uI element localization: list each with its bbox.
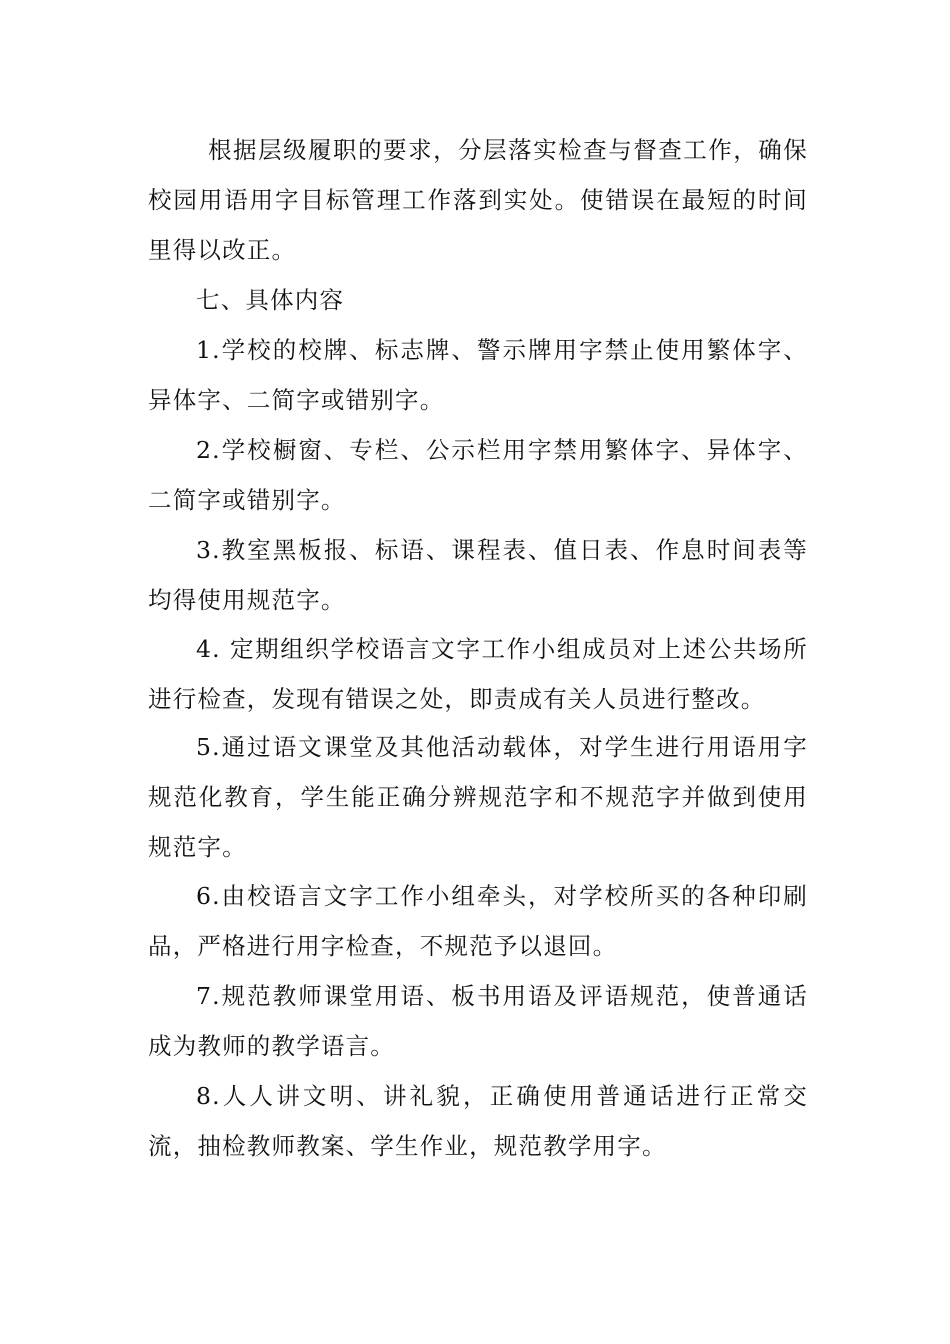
list-item-6: 6.由校语言文字工作小组牵头，对学校所买的各种印刷品，严格进行用字检查，不规范予以退回。	[148, 882, 808, 960]
list-item-7: 7.规范教师课堂用语、板书用语及评语规范，使普通话成为教师的教学语言。	[148, 982, 808, 1060]
list-item-5: 5.通过语文课堂及其他活动载体，对学生进行用语用字规范化教育，学生能正确分辨规范字和不规范字并做到使用规范字。	[148, 733, 808, 861]
list-item-2: 2.学校橱窗、专栏、公示栏用字禁用繁体字、异体字、二简字或错别字。	[148, 436, 808, 514]
list-item-8: 8.人人讲文明、讲礼貌，正确使用普通话进行正常交流，抽检教师教案、学生作业，规范教学用字。	[148, 1082, 808, 1160]
list-item-4: 4. 定期组织学校语言文字工作小组成员对上述公共场所进行检查，发现有错误之处，即责成有关人员进行整改。	[148, 635, 808, 713]
intro-paragraph: 根据层级履职的要求，分层落实检查与督查工作，确保校园用语用字目标管理工作落到实处。使错误在最短的时间里得以改正。	[148, 136, 808, 264]
list-item-3: 3.教室黑板报、标语、课程表、值日表、作息时间表等均得使用规范字。	[148, 536, 808, 614]
list-item-1: 1.学校的校牌、标志牌、警示牌用字禁止使用繁体字、异体字、二简字或错别字。	[148, 336, 808, 414]
section-heading: 七、具体内容	[196, 286, 345, 314]
